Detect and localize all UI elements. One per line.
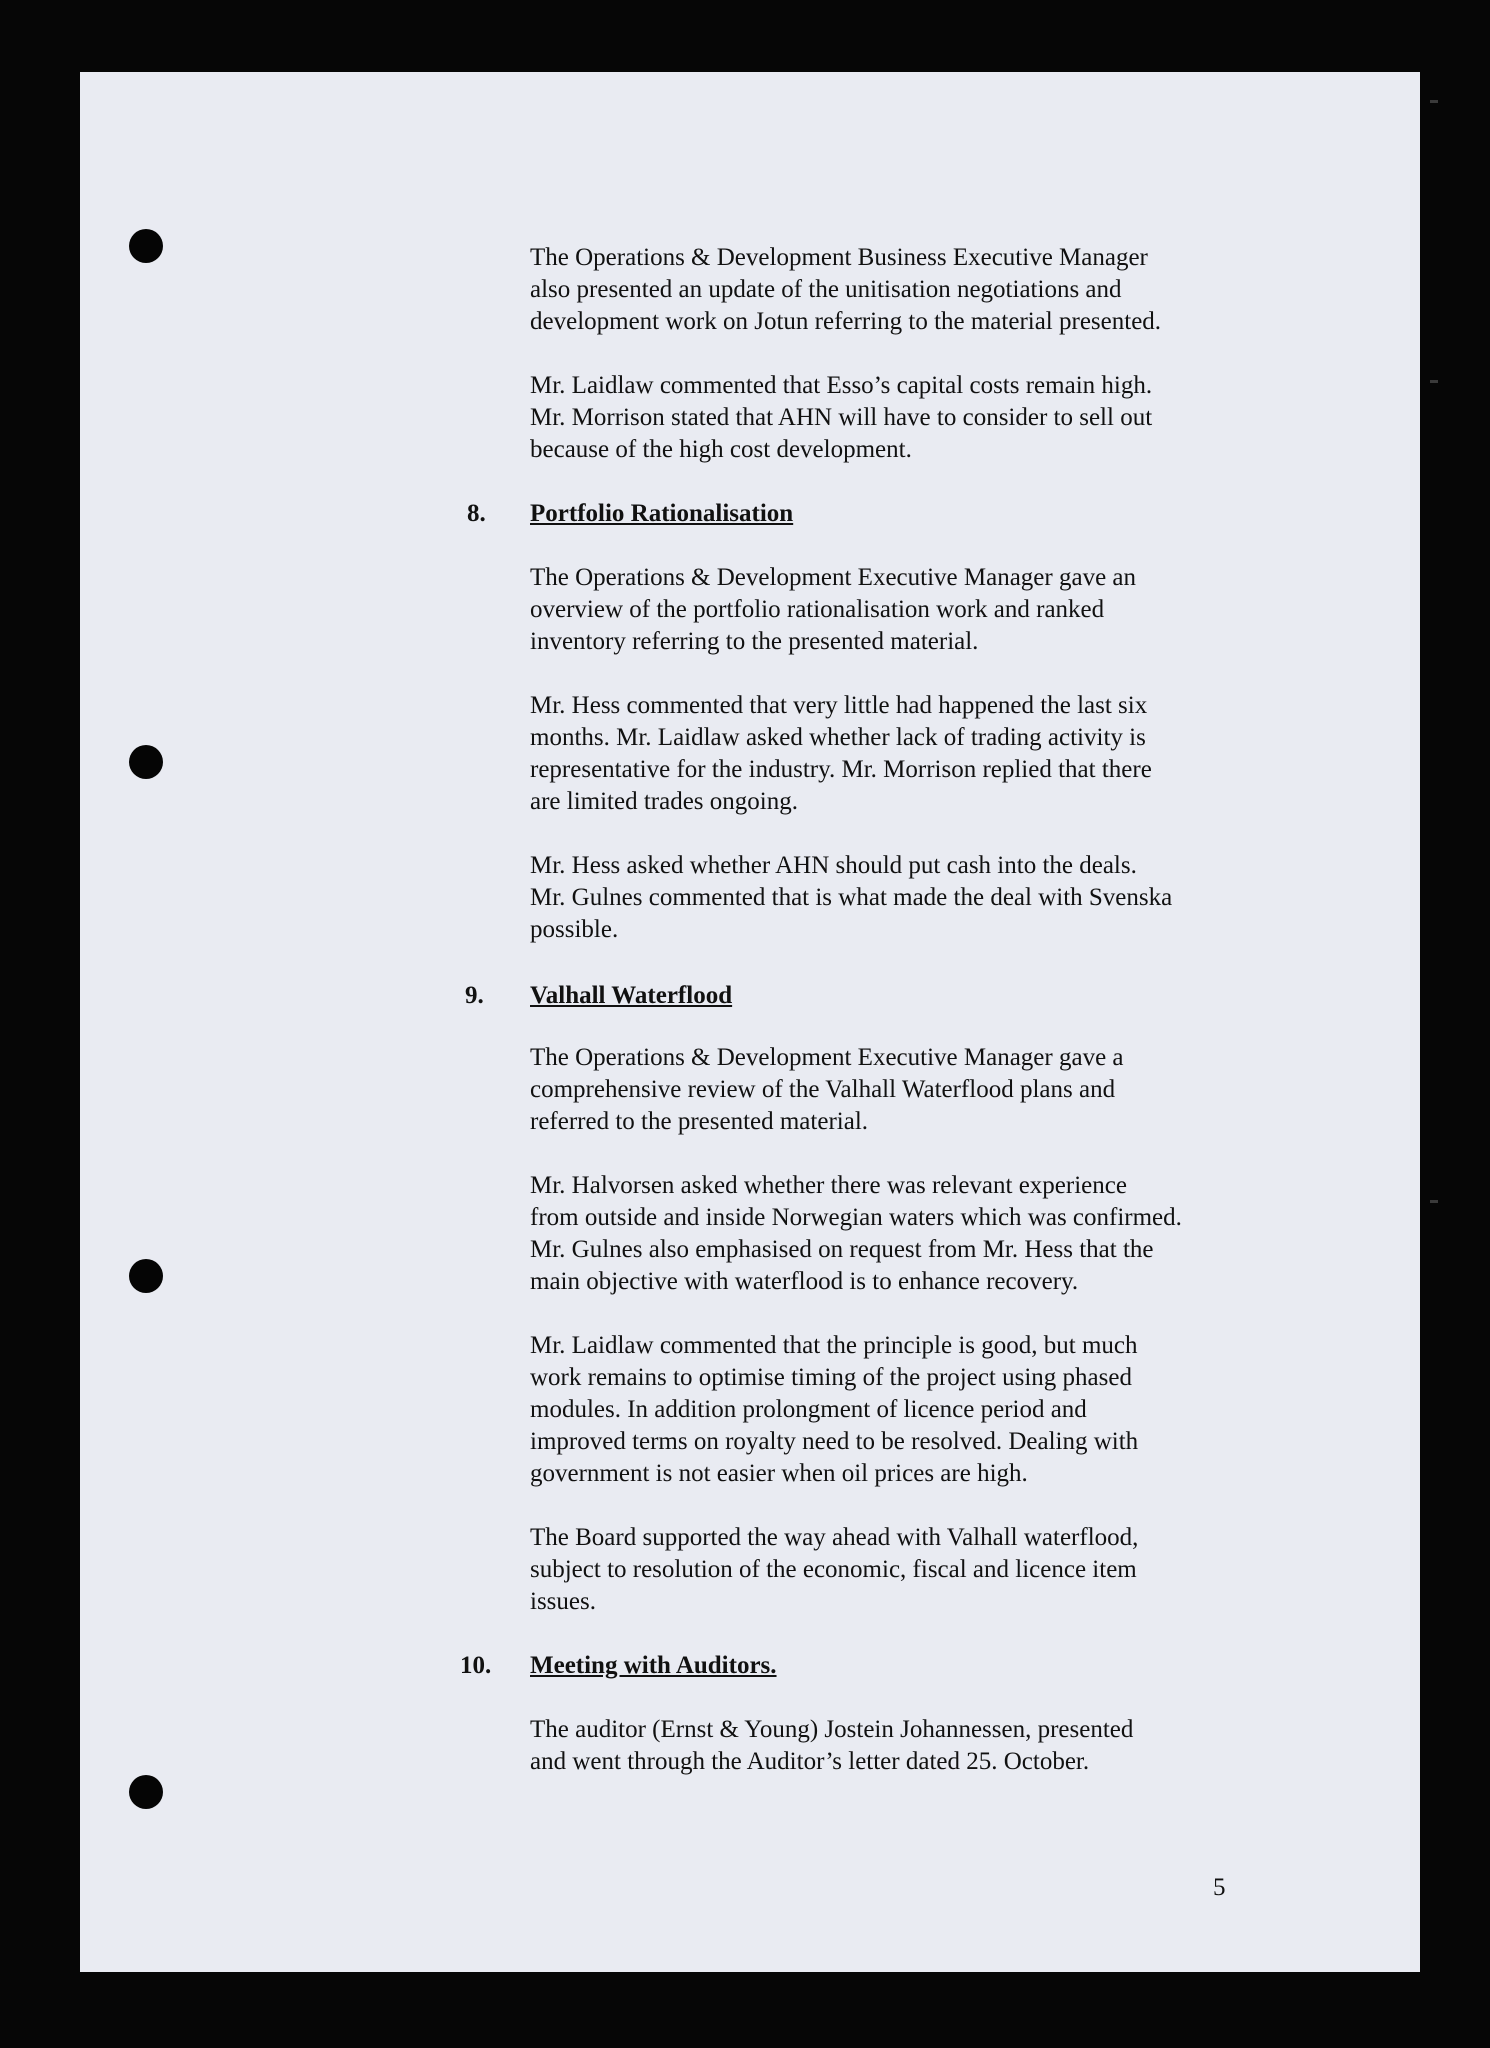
text-line: work remains to optimise timing of the project using phased bbox=[530, 1364, 1132, 1391]
text-line: modules. In addition prolongment of licence period and bbox=[530, 1396, 1087, 1423]
paragraph-portfolio-overview bbox=[530, 562, 1290, 658]
page-number: 5 bbox=[1213, 1874, 1226, 1901]
paragraph-relevant-experience bbox=[530, 1170, 1290, 1298]
section-9-title: Valhall Waterflood bbox=[530, 982, 733, 1009]
text-line: The auditor (Ernst & Young) Jostein Johannessen, presented bbox=[530, 1716, 1134, 1743]
paragraph-waterflood-review bbox=[530, 1042, 1290, 1138]
text-line: Mr. Gulnes also emphasised on request from Mr. Hess that the bbox=[530, 1236, 1154, 1263]
text-line: Mr. Halvorsen asked whether there was relevant experience bbox=[530, 1172, 1127, 1199]
text-line: comprehensive review of the Valhall Waterflood plans and bbox=[530, 1076, 1116, 1103]
text-line: The Operations & Development Business Executive Manager bbox=[530, 244, 1148, 271]
text-line: because of the high cost development. bbox=[530, 436, 912, 463]
section-10-title: Meeting with Auditors. bbox=[530, 1652, 777, 1679]
text-line: Mr. Morrison stated that AHN will have to consider to sell out bbox=[530, 404, 1153, 431]
section-8-title: Portfolio Rationalisation bbox=[530, 500, 794, 527]
paragraph-cash-deals bbox=[530, 850, 1290, 946]
document-page bbox=[80, 72, 1420, 1972]
text-line: months. Mr. Laidlaw asked whether lack of trading activity is bbox=[530, 724, 1146, 751]
text-line: inventory referring to the presented material. bbox=[530, 628, 979, 655]
text-line: subject to resolution of the economic, fiscal and licence item bbox=[530, 1556, 1137, 1583]
paragraph-trading-activity bbox=[530, 690, 1290, 818]
section-9-number: 9. bbox=[465, 982, 484, 1009]
text-line: Mr. Gulnes commented that is what made the deal with Svenska bbox=[530, 884, 1173, 911]
section-10-number: 10. bbox=[460, 1652, 492, 1679]
text-line: possible. bbox=[530, 916, 619, 943]
section-8-number: 8. bbox=[467, 500, 486, 527]
punch-hole-2 bbox=[129, 745, 163, 779]
punch-hole-3 bbox=[129, 1259, 163, 1293]
text-line: The Operations & Development Executive Manager gave a bbox=[530, 1044, 1124, 1071]
text-line: and went through the Auditor’s letter dated 25. October. bbox=[530, 1748, 1090, 1775]
paragraph-board-support bbox=[530, 1522, 1290, 1618]
binder-edge-mark bbox=[1430, 100, 1438, 103]
text-line: are limited trades ongoing. bbox=[530, 788, 798, 815]
text-line: representative for the industry. Mr. Morrison replied that there bbox=[530, 756, 1152, 783]
paragraph-jotun-update bbox=[530, 242, 1290, 338]
text-line: issues. bbox=[530, 1588, 596, 1615]
text-line: overview of the portfolio rationalisation work and ranked bbox=[530, 596, 1105, 623]
text-line: main objective with waterflood is to enhance recovery. bbox=[530, 1268, 1079, 1295]
text-line: Mr. Hess commented that very little had happened the last six bbox=[530, 692, 1148, 719]
text-line: The Board supported the way ahead with Valhall waterflood, bbox=[530, 1524, 1139, 1551]
text-line: government is not easier when oil prices are high. bbox=[530, 1460, 1028, 1487]
text-line: development work on Jotun referring to the material presented. bbox=[530, 308, 1162, 335]
binder-edge-mark bbox=[1430, 380, 1438, 383]
paragraph-esso-costs bbox=[530, 370, 1290, 466]
text-line: Mr. Laidlaw commented that the principle is good, but much bbox=[530, 1332, 1138, 1359]
paragraph-auditor-letter bbox=[530, 1714, 1290, 1778]
binder-edge-mark bbox=[1430, 1200, 1438, 1203]
text-line: also presented an update of the unitisation negotiations and bbox=[530, 276, 1122, 303]
text-line: Mr. Laidlaw commented that Esso’s capital costs remain high. bbox=[530, 372, 1153, 399]
text-line: from outside and inside Norwegian waters which was confirmed. bbox=[530, 1204, 1182, 1231]
text-line: The Operations & Development Executive Manager gave an bbox=[530, 564, 1137, 591]
text-line: improved terms on royalty need to be resolved. Dealing with bbox=[530, 1428, 1139, 1455]
text-line: referred to the presented material. bbox=[530, 1108, 869, 1135]
text-line: Mr. Hess asked whether AHN should put cash into the deals. bbox=[530, 852, 1137, 879]
punch-hole-1 bbox=[129, 229, 163, 263]
paragraph-principle-good bbox=[530, 1330, 1290, 1490]
punch-hole-4 bbox=[129, 1775, 163, 1809]
